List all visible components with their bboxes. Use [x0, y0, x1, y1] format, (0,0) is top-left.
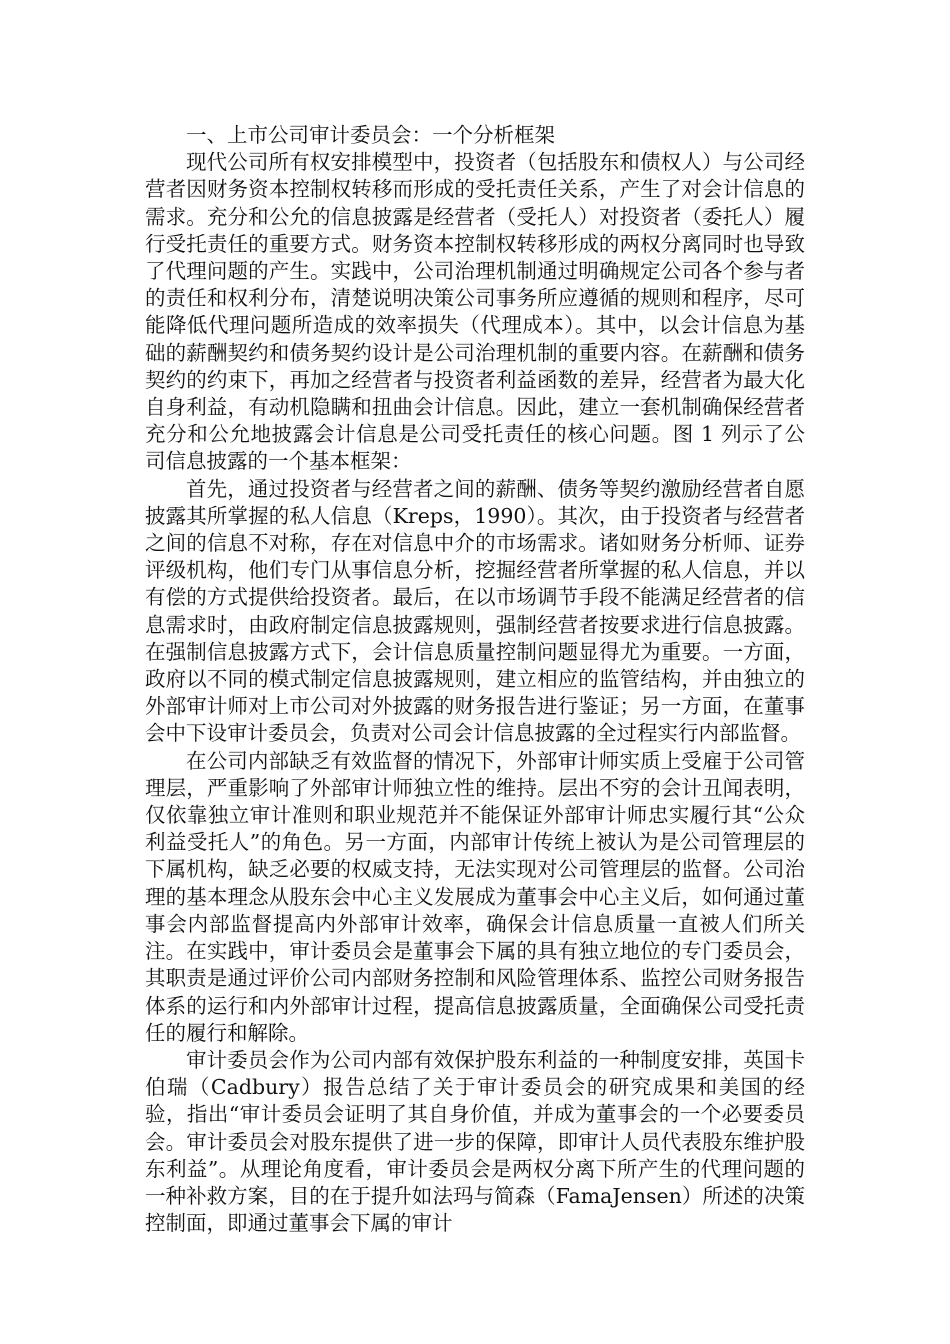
paragraph-internal-oversight: 在公司内部缺乏有效监督的情况下，外部审计师实质上受雇于公司管理层，严重影响了外部审计师独立性的维持。层出不穷的会计丑闻表明，仅依靠独立审计准则和职业规范并不能保证外部审计师忠实履行其“公众利益受托人”的角色。另一方面，内部审计传统上被认为是公司管理层的下属机构，缺乏必要的权威支持，无法实现对公司管理层的监督。公司治理的基本理念从股东会中心主义发展成为董事会中心主义后，如何通过董事会内部监督提高内外部审计效率，确保会计信息质量一直被人们所关注。在实践中，审计委员会是董事会下属的具有独立地位的专门委员会，其职责是通过评价公司内部财务控制和风险管理体系、监控公司财务报告体系的运行和内外部审计过程，提高信息披露质量，全面确保公司受托责任的履行和解除。: [145, 748, 805, 1045]
paragraph-disclosure-mechanisms: 首先，通过投资者与经营者之间的薪酬、债务等契约激励经营者自愿披露其所掌握的私人信息（Kreps，1990）。其次，由于投资者与经营者之间的信息不对称，存在对信息中介的市场需求。诸如财务分析师、证券评级机构，他们专门从事信息分析，挖掘经营者所掌握的私人信息，并以有偿的方式提供给投资者。最后，在以市场调节手段不能满足经营者的信息需求时，由政府制定信息披露规则，强制经营者按要求进行信息披露。在强制信息披露方式下，会计信息质量控制问题显得尤为重要。一方面，政府以不同的模式制定信息披露规则，建立相应的监管结构，并由独立的外部审计师对上市公司对外披露的财务报告进行鉴证；另一方面，在董事会中下设审计委员会，负责对公司会计信息披露的全过程实行内部监督。: [145, 476, 805, 746]
section-heading: 一、上市公司审计委员会：一个分析框架: [186, 123, 555, 147]
paragraph-ownership-model: 现代公司所有权安排模型中，投资者（包括股东和债权人）与公司经营者因财务资本控制权转移而形成的受托责任关系，产生了对会计信息的需求。充分和公允的信息披露是经营者（受托人）对投资者（委托人）履行受托责任的重要方式。财务资本控制权转移形成的两权分离同时也导致了代理问题的产生。实践中，公司治理机制通过明确规定公司各个参与者的责任和权利分布，清楚说明决策公司事务所应遵循的规则和程序，尽可能降低代理问题所造成的效率损失（代理成本）。其中，以会计信息为基础的薪酬契约和债务契约设计是公司治理机制的重要内容。在薪酬和债务契约的约束下，再加之经营者与投资者利益函数的差异，经营者为最大化自身利益，有动机隐瞒和扭曲会计信息。因此，建立一套机制确保经营者充分和公允地披露会计信息是公司受托责任的核心问题。图 1 列示了公司信息披露的一个基本框架：: [145, 150, 805, 474]
document-page: [145, 122, 805, 1237]
paragraph-audit-committee: 审计委员会作为公司内部有效保护股东利益的一种制度安排，英国卡伯瑞（Cadbury）报告总结了关于审计委员会的研究成果和美国的经验，指出“审计委员会证明了其自身价值，并成为董事会的一个必要委员会。审计委员会对股东提供了进一步的保障，即审计人员代表股东维护股东利益”。从理论角度看，审计委员会是两权分离下所产生的代理问题的一种补救方案，目的在于提升如法玛与简森（FamaJensen）所述的决策控制面，即通过董事会下属的审计: [145, 1047, 805, 1236]
